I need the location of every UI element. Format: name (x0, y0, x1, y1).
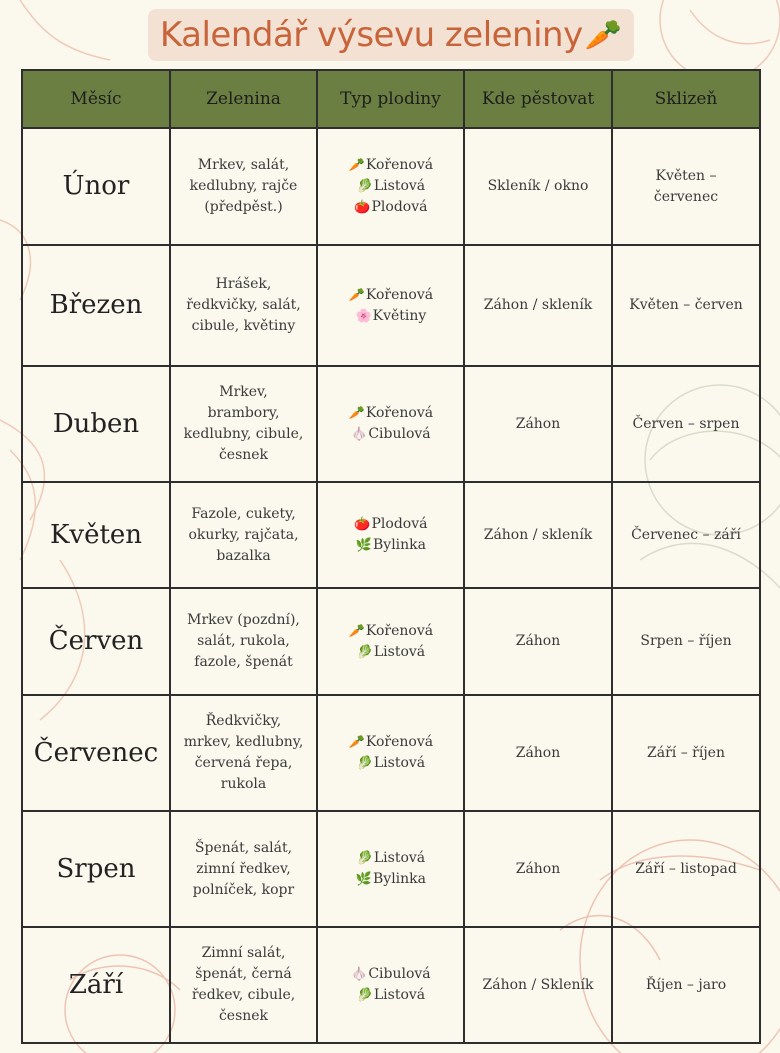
vegetable-cell (170, 482, 317, 588)
harvest-cell (612, 482, 760, 588)
crop-type-label: Plodová (371, 516, 428, 532)
leafy-green-icon: 🥬 (356, 851, 373, 866)
vegetable-line: (předpěst.) (204, 199, 283, 215)
crop-type-label: Listová (373, 755, 426, 771)
carrot-icon: 🥕 (348, 158, 365, 173)
carrot-icon: 🥕 (348, 623, 365, 639)
vegetable-line: fazole, špenát (194, 654, 293, 670)
vegetable-line: Ředkvičky, (205, 713, 282, 729)
vegetable-cell (170, 245, 317, 366)
vegetable-cell (170, 695, 317, 811)
header-crop-type: Typ plodiny (317, 70, 464, 128)
month-cell: Duben (22, 366, 170, 482)
crop-type-label: Cibulová (368, 426, 431, 442)
carrot-icon: 🥕 (348, 735, 365, 750)
vegetable-line: salát, rukola, (197, 633, 290, 649)
leafy-green-icon: 🥬 (356, 756, 373, 771)
crop-type-label: Plodová (371, 199, 428, 215)
vegetable-line: Mrkev, (219, 384, 268, 400)
crop-type-item (322, 732, 459, 753)
header-month: Měsíc (22, 70, 170, 128)
crop-type-cell (317, 695, 464, 811)
leafy-green-icon: 🥬 (356, 988, 373, 1003)
month-cell: Červenec (22, 695, 170, 811)
vegetable-cell (170, 366, 317, 482)
crop-type-item (322, 197, 459, 218)
crop-type-item (322, 514, 459, 535)
vegetable-line: rukola (220, 776, 267, 792)
tomato-icon: 🍅 (354, 200, 371, 215)
vegetable-line: okurky, rajčata, (188, 526, 299, 543)
vegetable-line: Špenát, salát, (194, 839, 293, 856)
harvest-line: červenec (653, 188, 719, 205)
leafy-green-icon: 🥬 (356, 644, 373, 660)
crop-type-label: Bylinka (373, 537, 426, 553)
crop-type-label: Kořenová (365, 734, 434, 750)
crop-type-cell (317, 482, 464, 588)
crop-type-label: Květiny (372, 307, 427, 324)
crop-type-cell (317, 927, 464, 1043)
vegetable-cell (170, 588, 317, 695)
table-row (22, 927, 760, 1043)
where-cell: Záhon (464, 366, 612, 482)
table-row (22, 811, 760, 927)
garlic-icon: 🧄 (351, 967, 368, 982)
vegetable-line: česnek (218, 1008, 269, 1024)
table-row (22, 366, 760, 482)
crop-type-item (322, 176, 459, 197)
vegetable-line: kedlubny, cibule, (183, 426, 304, 442)
crop-type-cell (317, 811, 464, 927)
month-cell: Květen (22, 482, 170, 588)
crop-type-item (322, 155, 459, 176)
where-cell: Záhon / skleník (464, 245, 612, 366)
vegetable-line: zimní ředkev, (196, 860, 291, 877)
crop-type-label: Kořenová (365, 405, 434, 421)
crop-type-item (322, 621, 459, 642)
harvest-cell (612, 366, 760, 482)
table-row (22, 245, 760, 366)
crop-type-cell (317, 366, 464, 482)
vegetable-line: mrkev, kedlubny, (183, 734, 304, 750)
vegetable-line: ředkev, cibule, (191, 987, 296, 1003)
harvest-line: Září – říjen (647, 744, 725, 761)
crop-type-item (322, 753, 459, 774)
carrot-icon: 🥕 (348, 287, 365, 303)
crop-type-item (322, 285, 459, 306)
crop-type-label: Cibulová (368, 966, 431, 982)
garlic-icon: 🧄 (351, 427, 368, 442)
month-cell: Březen (22, 245, 170, 366)
crop-type-item (322, 985, 459, 1006)
crop-type-label: Kořenová (365, 286, 434, 303)
harvest-line: Květen – červen (629, 297, 743, 313)
harvest-cell (612, 695, 760, 811)
vegetable-line: Mrkev, salát, (197, 157, 290, 173)
month-cell: Únor (22, 128, 170, 245)
vegetable-line: Zimní salát, (201, 945, 286, 961)
harvest-line: Říjen – jaro (645, 976, 727, 993)
table-header-row (22, 70, 760, 128)
header-harvest: Sklizeň (612, 70, 760, 128)
crop-type-label: Kořenová (365, 157, 434, 173)
vegetable-line: česnek (218, 447, 269, 463)
harvest-line: Srpen – říjen (640, 633, 732, 649)
crop-type-item (322, 869, 459, 890)
herb-icon: 🌿 (355, 538, 373, 553)
vegetable-line: polníček, kopr (192, 881, 295, 898)
table-row (22, 128, 760, 245)
vegetable-line: bazalka (216, 547, 271, 564)
crop-type-label: Listová (373, 987, 426, 1003)
where-cell: Záhon / skleník (464, 482, 612, 588)
where-cell: Záhon / Skleník (464, 927, 612, 1043)
harvest-line: Červen – srpen (632, 415, 740, 432)
table-row (22, 482, 760, 588)
vegetable-cell (170, 927, 317, 1043)
vegetable-line: špenát, černá (195, 966, 292, 982)
table-row (22, 588, 760, 695)
where-cell: Záhon (464, 811, 612, 927)
vegetable-line: Hrášek, (215, 276, 272, 292)
where-cell: Záhon (464, 695, 612, 811)
month-cell: Září (22, 927, 170, 1043)
header-where: Kde pěstovat (464, 70, 612, 128)
crop-type-cell (317, 588, 464, 695)
herb-icon: 🌿 (355, 872, 373, 887)
carrot-icon: 🥕 (348, 406, 365, 421)
crop-type-item (322, 424, 459, 445)
tomato-icon: 🍅 (354, 517, 371, 532)
harvest-cell (612, 927, 760, 1043)
crop-type-item (322, 964, 459, 985)
leafy-green-icon: 🥬 (356, 179, 373, 194)
table-row (22, 695, 760, 811)
vegetable-line: ředkvičky, salát, (186, 297, 301, 313)
crop-type-item (322, 642, 459, 663)
month-cell: Červen (22, 588, 170, 695)
sowing-calendar-table (21, 69, 761, 1044)
page-title: Kalendář výsevu zeleniny (159, 15, 583, 55)
crop-type-label: Listová (373, 178, 426, 194)
vegetable-line: kedlubny, rajče (189, 178, 298, 194)
harvest-cell (612, 128, 760, 245)
vegetable-line: Mrkev (pozdní), (187, 612, 300, 628)
crop-type-cell (317, 245, 464, 366)
crop-type-item (322, 535, 459, 556)
vegetable-line: červená řepa, (194, 755, 293, 771)
where-cell: Skleník / okno (464, 128, 612, 245)
harvest-line: Červenec – září (631, 526, 741, 543)
vegetable-line: brambory, (207, 405, 280, 421)
title-banner (148, 9, 634, 61)
vegetable-cell (170, 811, 317, 927)
month-cell: Srpen (22, 811, 170, 927)
harvest-cell (612, 588, 760, 695)
crop-type-label: Listová (373, 850, 426, 866)
crop-type-item (322, 306, 459, 327)
crop-type-item (322, 848, 459, 869)
harvest-cell (612, 811, 760, 927)
header-vegetable: Zelenina (170, 70, 317, 128)
carrot-icon: 🥕 (584, 17, 623, 53)
crop-type-label: Listová (373, 643, 426, 660)
crop-type-label: Bylinka (373, 871, 426, 887)
vegetable-cell (170, 128, 317, 245)
where-cell: Záhon (464, 588, 612, 695)
crop-type-item (322, 403, 459, 424)
crop-type-cell (317, 128, 464, 245)
crop-type-label: Kořenová (365, 622, 434, 639)
harvest-line: Září – listopad (635, 860, 737, 877)
flower-icon: 🌸 (355, 308, 372, 324)
vegetable-line: cibule, květiny (191, 318, 296, 334)
harvest-cell (612, 245, 760, 366)
vegetable-line: Fazole, cukety, (191, 505, 296, 522)
harvest-line: Květen – (655, 167, 717, 184)
